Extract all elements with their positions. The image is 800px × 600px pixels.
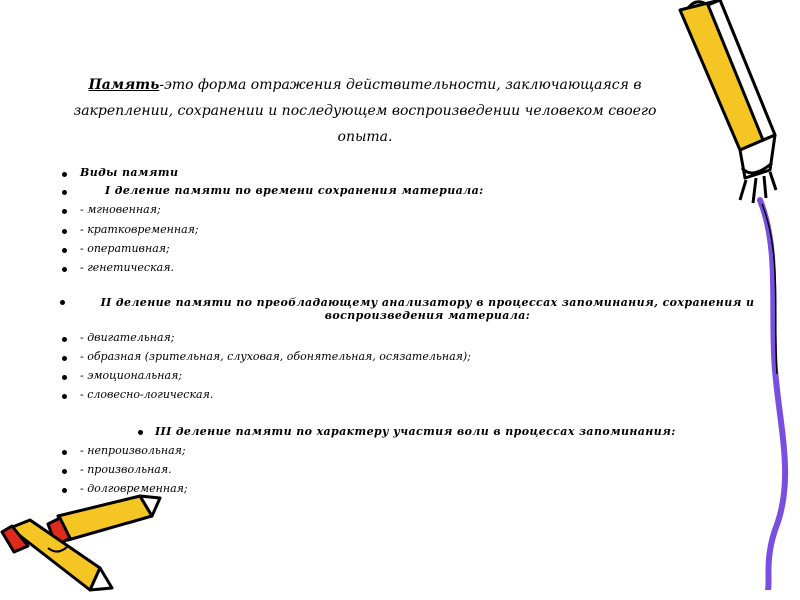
bullet-icon xyxy=(62,229,67,234)
list-item: - оперативная; xyxy=(80,242,170,255)
pencils-bottom-left-icon xyxy=(0,488,170,598)
list-item: - генетическая. xyxy=(80,261,174,274)
bullet-icon xyxy=(60,300,65,305)
bullet-icon xyxy=(138,430,143,435)
bullet-icon xyxy=(62,209,67,214)
bullet-icon xyxy=(62,375,67,380)
bullet-icon xyxy=(62,469,67,474)
list-item: I деление памяти по времени сохранения материала: xyxy=(105,184,484,197)
bullet-icon xyxy=(62,450,67,455)
list-item: Виды памяти xyxy=(80,166,179,179)
list-item: II деление памяти по преобладающему анализатору в процессах запоминания, сохранения и воспроизведения материала: xyxy=(100,296,755,322)
bullet-icon xyxy=(62,190,67,195)
list-item: - образная (зрительная, слуховая, обонятельная, осязательная); xyxy=(80,350,471,363)
list-item: - эмоциональная; xyxy=(80,369,183,382)
list-item: - кратковременная; xyxy=(80,223,199,236)
bullet-icon xyxy=(62,488,67,493)
definition-title xyxy=(70,72,660,150)
list-item: - произвольная. xyxy=(80,463,172,476)
list-item: - двигательная; xyxy=(80,331,175,344)
bullet-icon xyxy=(62,337,67,342)
list-item: - долговременная; xyxy=(80,482,188,495)
bullet-icon xyxy=(62,248,67,253)
purple-ribbon-decoration xyxy=(740,190,800,590)
definition-term: Память xyxy=(88,77,160,93)
bullet-icon xyxy=(62,267,67,272)
list-item: III деление памяти по характеру участия воли в процессах запоминания: xyxy=(155,425,676,438)
list-item: - непроизвольная; xyxy=(80,444,186,457)
bullet-icon xyxy=(62,356,67,361)
definition-text: -это форма отражения действительности, заключающаяся в закреплении, сохранении и последующем воспроизведении человеком своего опыта. xyxy=(73,77,657,145)
list-item: - мгновенная; xyxy=(80,203,161,216)
list-item: - словесно-логическая. xyxy=(80,388,214,401)
bullet-icon xyxy=(62,172,67,177)
bullet-icon xyxy=(62,394,67,399)
